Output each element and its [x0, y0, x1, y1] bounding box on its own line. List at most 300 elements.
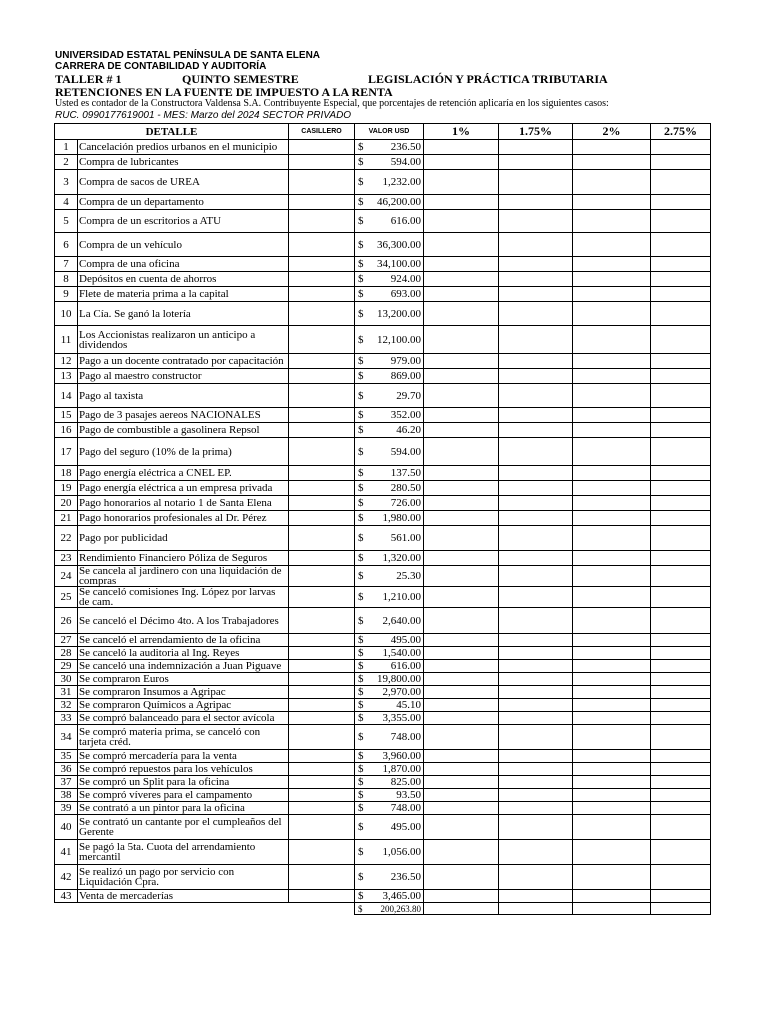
row-pct-2-cell[interactable] — [573, 155, 651, 170]
row-box-cell[interactable] — [289, 551, 355, 566]
row-pct-1-75-cell[interactable] — [499, 712, 573, 725]
row-pct-2-cell[interactable] — [573, 326, 651, 354]
row-box-cell[interactable] — [289, 673, 355, 686]
row-pct-1-75-cell[interactable] — [499, 608, 573, 634]
row-pct-1-cell[interactable] — [424, 140, 499, 155]
row-pct-2-75-cell[interactable] — [651, 369, 711, 384]
table-row — [55, 750, 711, 763]
row-pct-2-75-cell[interactable] — [651, 566, 711, 587]
table-row — [55, 686, 711, 699]
row-pct-2-75-cell[interactable] — [651, 725, 711, 750]
intro-text: Usted es contador de la Constructora Valdensa S.A. Contribuyente Especial, que porcentajes de retención aplicaría en los siguientes casos: — [55, 98, 609, 109]
row-pct-1-cell[interactable] — [424, 511, 499, 526]
row-value: 2,970.00 — [369, 686, 424, 699]
row-value: 12,100.00 — [369, 326, 424, 354]
row-pct-1-cell[interactable] — [424, 673, 499, 686]
row-pct-2-cell[interactable] — [573, 526, 651, 551]
row-pct-1-75-cell[interactable] — [499, 496, 573, 511]
row-pct-1-75-cell[interactable] — [499, 511, 573, 526]
row-pct-1-cell[interactable] — [424, 802, 499, 815]
total-pct-1-75-cell[interactable] — [499, 903, 573, 915]
row-pct-2-cell[interactable] — [573, 481, 651, 496]
row-pct-1-cell[interactable] — [424, 551, 499, 566]
row-pct-2-cell[interactable] — [573, 438, 651, 466]
row-box-cell[interactable] — [289, 789, 355, 802]
row-pct-2-cell[interactable] — [573, 466, 651, 481]
row-detail: Pago energía eléctrica a CNEL EP. — [78, 466, 289, 481]
row-pct-1-cell[interactable] — [424, 272, 499, 287]
row-currency: $ — [355, 686, 369, 699]
table-row — [55, 566, 711, 587]
table-row — [55, 660, 711, 673]
row-pct-1-75-cell[interactable] — [499, 140, 573, 155]
row-box-cell[interactable] — [289, 511, 355, 526]
row-pct-2-cell[interactable] — [573, 287, 651, 302]
table-row — [55, 170, 711, 195]
row-pct-1-75-cell[interactable] — [499, 802, 573, 815]
row-pct-2-cell[interactable] — [573, 699, 651, 712]
table-row — [55, 481, 711, 496]
row-pct-2-75-cell[interactable] — [651, 660, 711, 673]
total-pct-1-cell[interactable] — [424, 903, 499, 915]
table-row — [55, 438, 711, 466]
row-currency: $ — [355, 647, 369, 660]
row-pct-2-cell[interactable] — [573, 840, 651, 865]
row-box-cell[interactable] — [289, 587, 355, 608]
table-row — [55, 408, 711, 423]
row-pct-1-75-cell[interactable] — [499, 750, 573, 763]
row-box-cell[interactable] — [289, 423, 355, 438]
row-pct-2-cell[interactable] — [573, 673, 651, 686]
row-pct-2-cell[interactable] — [573, 566, 651, 587]
row-pct-1-cell[interactable] — [424, 408, 499, 423]
row-number: 27 — [55, 634, 78, 647]
row-pct-2-75-cell[interactable] — [651, 840, 711, 865]
row-pct-1-cell[interactable] — [424, 384, 499, 408]
row-currency: $ — [355, 789, 369, 802]
row-detail: Se compró víveres para el campamento — [78, 789, 289, 802]
row-pct-2-75-cell[interactable] — [651, 496, 711, 511]
table-row — [55, 699, 711, 712]
row-pct-1-cell[interactable] — [424, 647, 499, 660]
workshop-label: TALLER # 1 — [55, 72, 122, 86]
row-pct-2-cell[interactable] — [573, 686, 651, 699]
row-currency: $ — [355, 802, 369, 815]
row-pct-2-75-cell[interactable] — [651, 384, 711, 408]
ruc-line: RUC. 0990177619001 - MES: Marzo del 2024 SECTOR PRIVADO — [55, 110, 352, 121]
row-pct-2-cell[interactable] — [573, 272, 651, 287]
row-number: 2 — [55, 155, 78, 170]
row-value: 693.00 — [369, 287, 424, 302]
header-pct-1: 1% — [424, 124, 499, 140]
row-box-cell[interactable] — [289, 526, 355, 551]
row-pct-1-cell[interactable] — [424, 354, 499, 369]
row-pct-2-75-cell[interactable] — [651, 140, 711, 155]
row-pct-1-75-cell[interactable] — [499, 789, 573, 802]
row-pct-2-75-cell[interactable] — [651, 587, 711, 608]
row-pct-1-cell[interactable] — [424, 195, 499, 210]
table-row — [55, 272, 711, 287]
row-pct-1-75-cell[interactable] — [499, 302, 573, 326]
row-pct-2-cell[interactable] — [573, 195, 651, 210]
row-number: 23 — [55, 551, 78, 566]
row-box-cell[interactable] — [289, 647, 355, 660]
row-value: 748.00 — [369, 725, 424, 750]
row-box-cell[interactable] — [289, 750, 355, 763]
row-pct-2-cell[interactable] — [573, 815, 651, 840]
row-currency: $ — [355, 712, 369, 725]
row-pct-2-cell[interactable] — [573, 511, 651, 526]
row-pct-1-75-cell[interactable] — [499, 233, 573, 257]
row-pct-1-75-cell[interactable] — [499, 865, 573, 890]
row-pct-2-75-cell[interactable] — [651, 438, 711, 466]
row-pct-1-cell[interactable] — [424, 865, 499, 890]
row-pct-1-75-cell[interactable] — [499, 634, 573, 647]
row-pct-2-75-cell[interactable] — [651, 287, 711, 302]
row-pct-2-cell[interactable] — [573, 257, 651, 272]
row-pct-2-75-cell[interactable] — [651, 272, 711, 287]
row-pct-2-cell[interactable] — [573, 608, 651, 634]
row-detail: Pago del seguro (10% de la prima) — [78, 438, 289, 466]
row-number: 41 — [55, 840, 78, 865]
row-pct-2-75-cell[interactable] — [651, 763, 711, 776]
row-pct-2-cell[interactable] — [573, 890, 651, 903]
row-pct-1-cell[interactable] — [424, 302, 499, 326]
table-row — [55, 496, 711, 511]
row-box-cell[interactable] — [289, 763, 355, 776]
row-currency: $ — [355, 750, 369, 763]
row-number: 15 — [55, 408, 78, 423]
row-pct-2-75-cell[interactable] — [651, 686, 711, 699]
table-row — [55, 673, 711, 686]
row-pct-2-cell[interactable] — [573, 634, 651, 647]
row-number: 14 — [55, 384, 78, 408]
row-pct-2-cell[interactable] — [573, 384, 651, 408]
row-pct-2-cell[interactable] — [573, 354, 651, 369]
row-pct-1-75-cell[interactable] — [499, 815, 573, 840]
row-pct-1-cell[interactable] — [424, 257, 499, 272]
row-pct-1-cell[interactable] — [424, 725, 499, 750]
row-pct-2-75-cell[interactable] — [651, 170, 711, 195]
row-pct-2-75-cell[interactable] — [651, 511, 711, 526]
row-pct-2-75-cell[interactable] — [651, 673, 711, 686]
row-value: 3,465.00 — [369, 890, 424, 903]
row-box-cell[interactable] — [289, 354, 355, 369]
row-number: 18 — [55, 466, 78, 481]
total-pct-2-cell[interactable] — [573, 903, 651, 915]
row-pct-1-75-cell[interactable] — [499, 587, 573, 608]
row-box-cell[interactable] — [289, 840, 355, 865]
row-pct-1-75-cell[interactable] — [499, 551, 573, 566]
row-pct-1-cell[interactable] — [424, 481, 499, 496]
row-pct-2-cell[interactable] — [573, 750, 651, 763]
row-pct-2-75-cell[interactable] — [651, 481, 711, 496]
row-pct-2-cell[interactable] — [573, 423, 651, 438]
row-box-cell[interactable] — [289, 170, 355, 195]
row-pct-1-75-cell[interactable] — [499, 776, 573, 789]
row-pct-1-75-cell[interactable] — [499, 170, 573, 195]
row-pct-1-75-cell[interactable] — [499, 272, 573, 287]
row-pct-1-cell[interactable] — [424, 840, 499, 865]
row-pct-2-75-cell[interactable] — [651, 712, 711, 725]
row-pct-1-75-cell[interactable] — [499, 673, 573, 686]
row-box-cell[interactable] — [289, 302, 355, 326]
row-box-cell[interactable] — [289, 466, 355, 481]
row-pct-1-75-cell[interactable] — [499, 725, 573, 750]
row-pct-2-cell[interactable] — [573, 763, 651, 776]
row-box-cell[interactable] — [289, 566, 355, 587]
row-box-cell[interactable] — [289, 272, 355, 287]
row-detail: Se canceló comisiones Ing. López por larvas de cam. — [78, 587, 289, 608]
row-pct-2-cell[interactable] — [573, 210, 651, 233]
row-box-cell[interactable] — [289, 634, 355, 647]
row-pct-2-cell[interactable] — [573, 551, 651, 566]
row-pct-1-75-cell[interactable] — [499, 155, 573, 170]
row-pct-1-cell[interactable] — [424, 526, 499, 551]
table-header-row — [55, 124, 711, 140]
row-pct-1-cell[interactable] — [424, 233, 499, 257]
row-pct-1-cell[interactable] — [424, 566, 499, 587]
subject-label: LEGISLACIÓN Y PRÁCTICA TRIBUTARIA — [368, 72, 608, 86]
row-pct-2-75-cell[interactable] — [651, 210, 711, 233]
row-box-cell[interactable] — [289, 776, 355, 789]
career-name: CARRERA DE CONTABILIDAD Y AUDITORÍA — [55, 61, 267, 72]
row-number: 7 — [55, 257, 78, 272]
row-detail: Los Accionistas realizaron un anticipo a dividendos — [78, 326, 289, 354]
row-pct-2-cell[interactable] — [573, 233, 651, 257]
row-pct-1-75-cell[interactable] — [499, 526, 573, 551]
row-pct-2-75-cell[interactable] — [651, 195, 711, 210]
total-pct-2-75-cell[interactable] — [651, 903, 711, 915]
row-pct-1-cell[interactable] — [424, 170, 499, 195]
table-row — [55, 466, 711, 481]
row-pct-2-75-cell[interactable] — [651, 354, 711, 369]
row-pct-2-75-cell[interactable] — [651, 466, 711, 481]
row-box-cell[interactable] — [289, 195, 355, 210]
row-box-cell[interactable] — [289, 210, 355, 233]
row-box-cell[interactable] — [289, 890, 355, 903]
row-pct-1-75-cell[interactable] — [499, 369, 573, 384]
row-pct-2-cell[interactable] — [573, 776, 651, 789]
row-pct-1-75-cell[interactable] — [499, 699, 573, 712]
row-pct-1-75-cell[interactable] — [499, 326, 573, 354]
row-box-cell[interactable] — [289, 287, 355, 302]
row-number: 37 — [55, 776, 78, 789]
row-box-cell[interactable] — [289, 481, 355, 496]
row-box-cell[interactable] — [289, 815, 355, 840]
row-box-cell[interactable] — [289, 608, 355, 634]
row-pct-1-cell[interactable] — [424, 815, 499, 840]
row-pct-1-cell[interactable] — [424, 587, 499, 608]
row-pct-2-cell[interactable] — [573, 647, 651, 660]
row-detail: Se canceló una indemnización a Juan Piguave — [78, 660, 289, 673]
row-pct-1-cell[interactable] — [424, 287, 499, 302]
row-value: 46,200.00 — [369, 195, 424, 210]
row-currency: $ — [355, 660, 369, 673]
row-pct-1-75-cell[interactable] — [499, 481, 573, 496]
row-pct-1-75-cell[interactable] — [499, 210, 573, 233]
row-pct-1-75-cell[interactable] — [499, 763, 573, 776]
row-box-cell[interactable] — [289, 660, 355, 673]
row-pct-2-cell[interactable] — [573, 865, 651, 890]
row-pct-1-cell[interactable] — [424, 608, 499, 634]
row-pct-1-cell[interactable] — [424, 326, 499, 354]
row-pct-1-75-cell[interactable] — [499, 384, 573, 408]
row-pct-2-cell[interactable] — [573, 725, 651, 750]
row-box-cell[interactable] — [289, 686, 355, 699]
row-box-cell[interactable] — [289, 699, 355, 712]
table-row — [55, 302, 711, 326]
row-pct-2-cell[interactable] — [573, 140, 651, 155]
row-pct-2-75-cell[interactable] — [651, 802, 711, 815]
row-pct-1-cell[interactable] — [424, 634, 499, 647]
row-box-cell[interactable] — [289, 155, 355, 170]
row-pct-2-cell[interactable] — [573, 712, 651, 725]
row-pct-1-75-cell[interactable] — [499, 423, 573, 438]
row-pct-1-75-cell[interactable] — [499, 890, 573, 903]
row-box-cell[interactable] — [289, 865, 355, 890]
row-pct-2-75-cell[interactable] — [651, 155, 711, 170]
row-pct-2-75-cell[interactable] — [651, 326, 711, 354]
row-box-cell[interactable] — [289, 257, 355, 272]
row-currency: $ — [355, 608, 369, 634]
row-pct-2-75-cell[interactable] — [651, 302, 711, 326]
row-pct-1-cell[interactable] — [424, 890, 499, 903]
row-pct-2-cell[interactable] — [573, 496, 651, 511]
row-pct-2-cell[interactable] — [573, 408, 651, 423]
row-pct-2-75-cell[interactable] — [651, 551, 711, 566]
row-box-cell[interactable] — [289, 802, 355, 815]
row-pct-1-75-cell[interactable] — [499, 287, 573, 302]
row-box-cell[interactable] — [289, 326, 355, 354]
table-row — [55, 802, 711, 815]
row-pct-2-75-cell[interactable] — [651, 233, 711, 257]
row-pct-1-75-cell[interactable] — [499, 840, 573, 865]
row-pct-1-cell[interactable] — [424, 660, 499, 673]
row-box-cell[interactable] — [289, 384, 355, 408]
row-currency: $ — [355, 287, 369, 302]
row-currency: $ — [355, 195, 369, 210]
row-pct-1-cell[interactable] — [424, 423, 499, 438]
row-pct-1-75-cell[interactable] — [499, 660, 573, 673]
row-pct-2-cell[interactable] — [573, 587, 651, 608]
row-pct-1-75-cell[interactable] — [499, 257, 573, 272]
row-box-cell[interactable] — [289, 369, 355, 384]
row-pct-1-cell[interactable] — [424, 466, 499, 481]
row-pct-2-75-cell[interactable] — [651, 890, 711, 903]
row-value: 594.00 — [369, 438, 424, 466]
row-pct-1-75-cell[interactable] — [499, 408, 573, 423]
row-box-cell[interactable] — [289, 712, 355, 725]
row-pct-1-75-cell[interactable] — [499, 647, 573, 660]
row-pct-2-75-cell[interactable] — [651, 647, 711, 660]
row-pct-2-75-cell[interactable] — [651, 608, 711, 634]
row-pct-2-cell[interactable] — [573, 789, 651, 802]
row-pct-2-75-cell[interactable] — [651, 408, 711, 423]
row-pct-1-75-cell[interactable] — [499, 438, 573, 466]
row-pct-2-75-cell[interactable] — [651, 815, 711, 840]
row-box-cell[interactable] — [289, 496, 355, 511]
row-number: 25 — [55, 587, 78, 608]
row-number: 3 — [55, 170, 78, 195]
row-box-cell[interactable] — [289, 140, 355, 155]
row-pct-1-cell[interactable] — [424, 438, 499, 466]
row-pct-2-75-cell[interactable] — [651, 423, 711, 438]
row-box-cell[interactable] — [289, 438, 355, 466]
table-row — [55, 776, 711, 789]
row-value: 1,232.00 — [369, 170, 424, 195]
row-number: 36 — [55, 763, 78, 776]
row-pct-2-75-cell[interactable] — [651, 257, 711, 272]
row-value: 616.00 — [369, 210, 424, 233]
header-pct-2-75: 2.75% — [651, 124, 711, 140]
row-pct-2-cell[interactable] — [573, 802, 651, 815]
row-pct-1-cell[interactable] — [424, 789, 499, 802]
row-pct-1-cell[interactable] — [424, 155, 499, 170]
row-box-cell[interactable] — [289, 725, 355, 750]
row-number: 21 — [55, 511, 78, 526]
row-value: 1,320.00 — [369, 551, 424, 566]
row-pct-2-cell[interactable] — [573, 660, 651, 673]
row-box-cell[interactable] — [289, 408, 355, 423]
row-pct-2-cell[interactable] — [573, 302, 651, 326]
row-pct-1-cell[interactable] — [424, 699, 499, 712]
row-value: 3,960.00 — [369, 750, 424, 763]
row-pct-2-75-cell[interactable] — [651, 865, 711, 890]
row-currency: $ — [355, 481, 369, 496]
row-pct-2-75-cell[interactable] — [651, 526, 711, 551]
row-pct-1-cell[interactable] — [424, 776, 499, 789]
row-currency: $ — [355, 725, 369, 750]
row-box-cell[interactable] — [289, 233, 355, 257]
row-value: 93.50 — [369, 789, 424, 802]
row-pct-2-75-cell[interactable] — [651, 634, 711, 647]
row-currency: $ — [355, 140, 369, 155]
row-pct-2-cell[interactable] — [573, 369, 651, 384]
row-pct-1-cell[interactable] — [424, 686, 499, 699]
row-pct-2-cell[interactable] — [573, 170, 651, 195]
row-pct-2-75-cell[interactable] — [651, 776, 711, 789]
row-pct-1-cell[interactable] — [424, 369, 499, 384]
row-pct-1-75-cell[interactable] — [499, 354, 573, 369]
row-pct-1-75-cell[interactable] — [499, 566, 573, 587]
row-value: 748.00 — [369, 802, 424, 815]
table-row — [55, 608, 711, 634]
table-row — [55, 257, 711, 272]
row-pct-1-cell[interactable] — [424, 210, 499, 233]
row-pct-1-cell[interactable] — [424, 750, 499, 763]
row-detail: Pago de combustible a gasolinera Repsol — [78, 423, 289, 438]
table-row — [55, 233, 711, 257]
row-number: 5 — [55, 210, 78, 233]
row-number: 31 — [55, 686, 78, 699]
row-pct-2-75-cell[interactable] — [651, 699, 711, 712]
row-pct-1-cell[interactable] — [424, 496, 499, 511]
row-currency: $ — [355, 890, 369, 903]
row-pct-1-cell[interactable] — [424, 763, 499, 776]
total-value: 200,263.80 — [369, 903, 424, 915]
row-pct-1-cell[interactable] — [424, 712, 499, 725]
row-currency: $ — [355, 840, 369, 865]
row-pct-1-75-cell[interactable] — [499, 686, 573, 699]
row-number: 11 — [55, 326, 78, 354]
row-pct-2-75-cell[interactable] — [651, 750, 711, 763]
table-row — [55, 369, 711, 384]
row-pct-1-75-cell[interactable] — [499, 466, 573, 481]
row-pct-2-75-cell[interactable] — [651, 789, 711, 802]
row-number: 34 — [55, 725, 78, 750]
row-pct-1-75-cell[interactable] — [499, 195, 573, 210]
